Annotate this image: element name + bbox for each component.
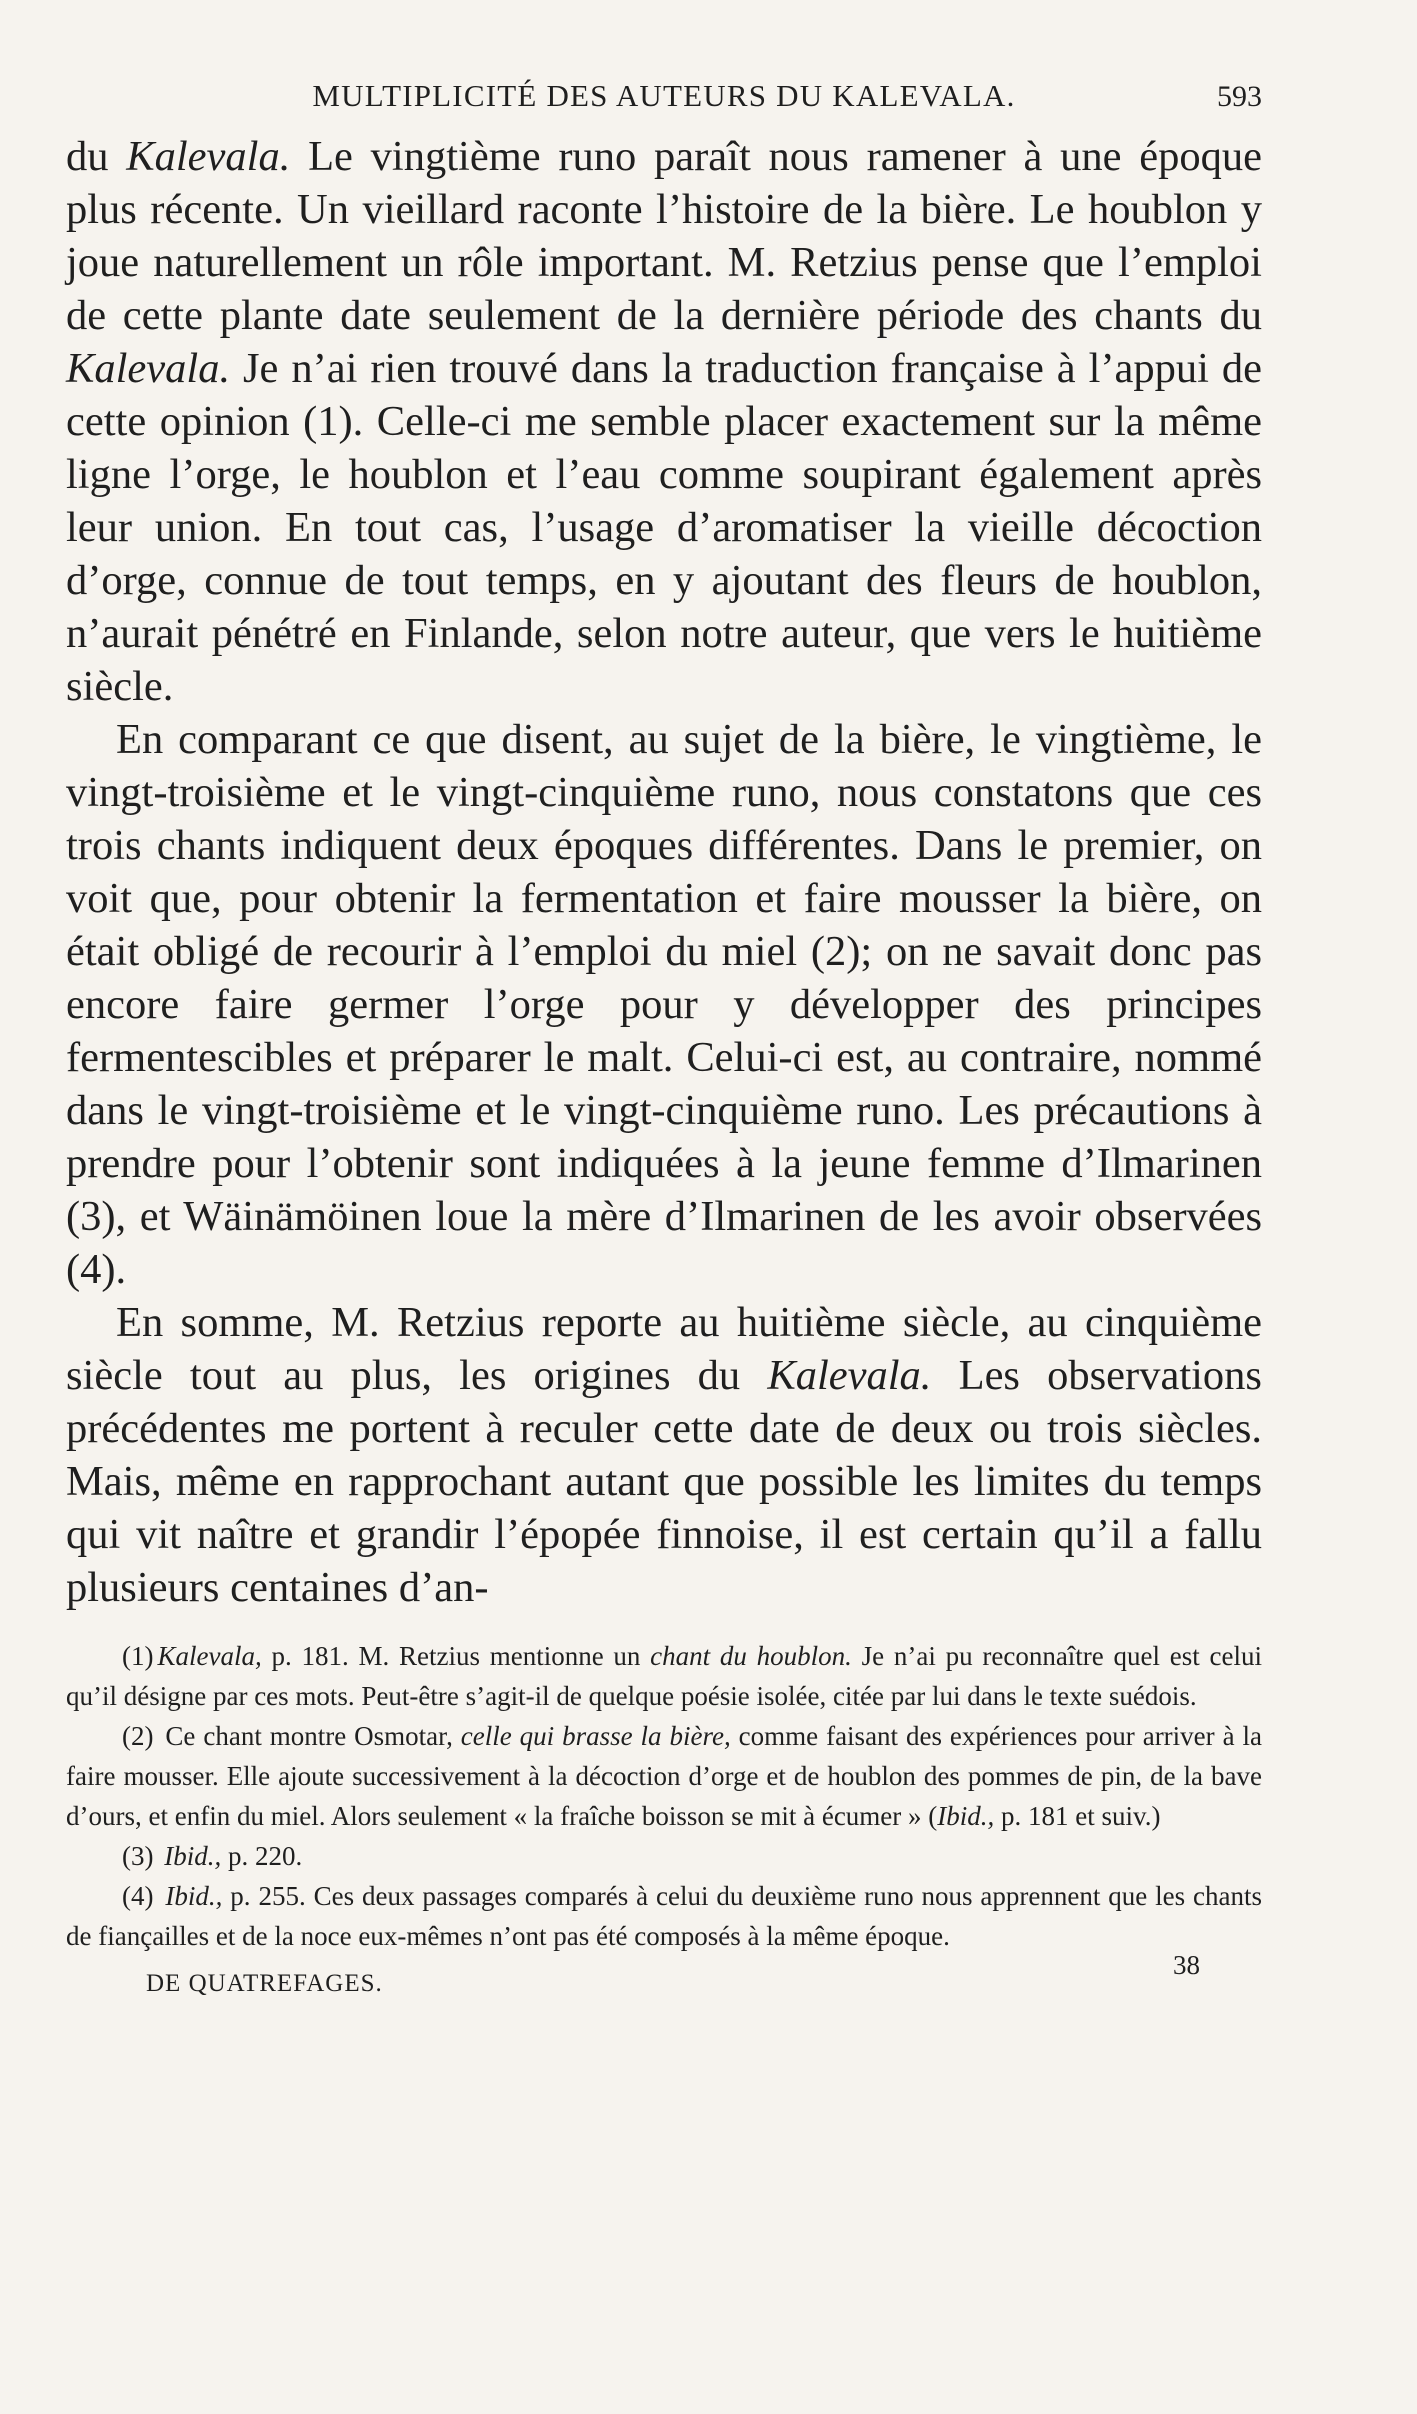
paragraph-1-part-e: Je n’ai rien trouvé dans la traduction française à l’appui de cette opinion (1). Celle-ci me semble placer exactement sur la même ligne l’orge, le houblon et l’eau comme soupirant également après leur union. En tout cas, l’usage d’aromatiser la vieille décoction d’orge, connue de tout temps, en y ajoutant des fleurs de houblon, n’aurait pénétré en Finlande, selon notre auteur, que vers le huitième siècle. — [66, 345, 1262, 710]
footnote-1-italic-a: Kalevala, — [157, 1641, 262, 1671]
footnote-1-italic-c: chant du houblon. — [650, 1641, 852, 1671]
paragraph-3 — [66, 1296, 1262, 1614]
paragraph-2: En comparant ce que disent, au sujet de la bière, le vingtième, le vingt-troisième et le vingt-cinquième runo, nous constatons que ces trois chants indiquent deux époques différentes. Dans le premier, on voit que, pour obtenir la fermentation et faire mousser la bière, on était obligé de recourir à l’emploi du miel (2); on ne savait donc pas encore faire germer l’orge pour y développer des principes fermentescibles et préparer le malt. Celui-ci est, au contraire, nommé dans le vingt-troisième et le vingt-cinquième runo. Les précautions à prendre pour l’obtenir sont indiquées à la jeune femme d’Ilmarinen (3), et Wäinämöinen loue la mère d’Ilmarinen de les avoir observées (4). — [66, 716, 1262, 1293]
footnote-2-text-a: Ce chant montre Osmotar, — [157, 1721, 461, 1751]
paragraph-1 — [66, 130, 1262, 713]
running-head — [66, 68, 1262, 122]
footnote-4-text-b: p. 255. Ces deux passages comparés à celui du deuxième runo nous apprennent que les chants de fiançailles et de la noce eux-mêmes n’ont pas été composés à la même époque. — [66, 1881, 1263, 1951]
paragraph-3-part-c: Les observations précédentes me portent à reculer cette date de deux ou trois siècles. Mais, même en rapprochant autant que possible les limites du temps qui vit naître et grandir l’épopée finnoise, il est certain qu’il a fallu plusieurs centaines d’an- — [66, 1352, 1262, 1611]
footnote-2 — [66, 1716, 1262, 1836]
footnote-4-italic-a: Ibid., — [157, 1881, 223, 1911]
footnote-2-italic-b: celle qui brasse la bière, — [460, 1721, 731, 1751]
footnote-3 — [66, 1836, 1262, 1876]
paragraph-1-part-c: Le vingtième runo paraît nous ramener à une époque plus récente. Un vieillard raconte l’histoire de la bière. Le houblon y joue naturellement un rôle important. M. Retzius pense que l’emploi de cette plante date seulement de la dernière période des chants du — [66, 133, 1263, 339]
running-title: MULTIPLICITÉ DES AUTEURS DU KALEVALA. — [312, 78, 1016, 113]
kalevala-title-3: Kalevala. — [767, 1352, 932, 1399]
footnote-2-number: (2) — [122, 1721, 154, 1751]
page-number: 593 — [1217, 80, 1262, 113]
footnote-3-number: (3) — [122, 1841, 154, 1871]
footnotes — [66, 1636, 1262, 1956]
footnote-1-text-d: Je n’ai pu reconnaître quel est celui qu’il désigne par ces mots. Peut-être s’agit-il de quelque poésie isolée, citée par lui dans le texte suédois. — [66, 1641, 1262, 1711]
footnote-1 — [66, 1636, 1262, 1716]
journal-page — [66, 68, 1262, 2358]
kalevala-title-2: Kalevala. — [66, 345, 231, 392]
paragraph-1-part-a: du — [66, 133, 127, 180]
footnote-3-text-b: p. 220. — [221, 1841, 303, 1871]
footnote-3-italic-a: Ibid., — [157, 1841, 222, 1871]
footnote-2-text-e: p. 181 et suiv.) — [994, 1801, 1161, 1831]
footnote-1-number: (1) — [122, 1641, 154, 1671]
page-footer — [66, 1950, 1262, 2006]
footnote-4-number: (4) — [122, 1881, 154, 1911]
sheet-number: 38 — [1173, 1950, 1200, 1980]
kalevala-title-1: Kalevala. — [126, 133, 291, 180]
footnote-2-italic-d: Ibid., — [937, 1801, 995, 1831]
paragraph-3-part-a: En somme, M. Retzius reporte au huitième siècle, au cinquième siècle tout au plus, les origines du — [66, 1299, 1262, 1399]
footnote-1-text-b: p. 181. M. Retzius mentionne un — [261, 1641, 651, 1671]
footnote-2-text-c: comme faisant des expériences pour arriver à la faire mousser. Elle ajoute successivement à la décoction d’orge et de houblon des pommes de pin, de la bave d’ours, et enfin du miel. Alors seulement « la fraîche boisson se mit à écumer » ( — [66, 1721, 1262, 1831]
footnote-4 — [66, 1876, 1262, 1956]
main-text — [66, 130, 1262, 1614]
author-signature: DE QUATREFAGES. — [146, 1970, 383, 1997]
